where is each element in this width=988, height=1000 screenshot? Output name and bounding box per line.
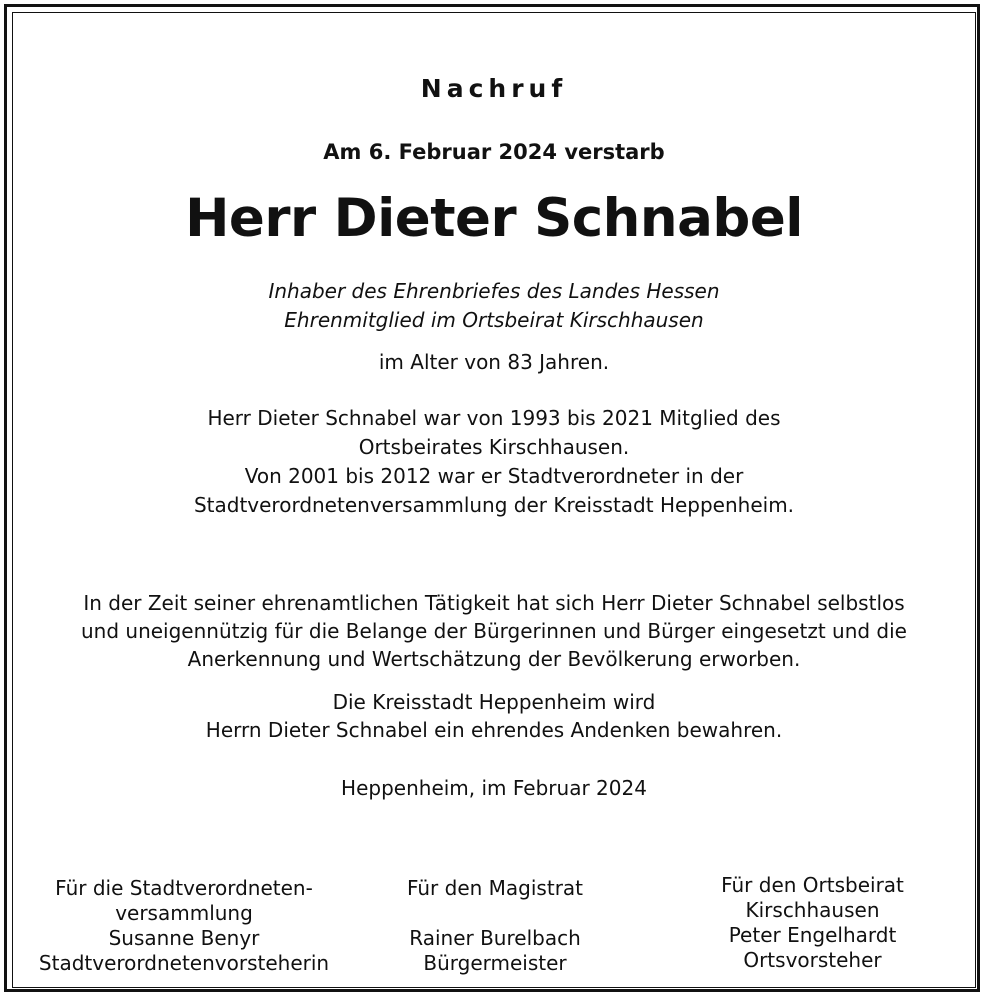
remembrance-line: Die Kreisstadt Heppenheim wird	[332, 690, 656, 714]
career-line: Von 2001 bis 2012 war er Stadtverordneter in der	[244, 464, 744, 488]
signature-role: Ortsvorsteher	[743, 948, 882, 972]
tribute-line: und uneigennützig für die Belange der Bürgerinnen und Bürger eingesetzt und die	[80, 619, 907, 643]
signature-block-council	[14, 876, 354, 976]
notice-title: Nachruf	[420, 74, 568, 103]
tribute-line: In der Zeit seiner ehrenamtlichen Tätigkeit hat sich Herr Dieter Schnabel selbstlos	[83, 591, 905, 615]
career-line: Stadtverordnetenversammlung der Kreisstadt Heppenheim.	[193, 493, 795, 517]
career-line: Herr Dieter Schnabel war von 1993 bis 2021 Mitglied des	[207, 406, 781, 430]
honor-line: Inhaber des Ehrenbriefes des Landes Hessen	[268, 279, 720, 303]
signature-body: versammlung	[115, 901, 253, 925]
signature-role: Bürgermeister	[423, 951, 567, 975]
death-date-line: Am 6. Februar 2024 verstarb	[323, 140, 665, 164]
signature-block-local-council	[650, 873, 975, 973]
age-line: im Alter von 83 Jahren.	[378, 350, 610, 374]
signature-block-magistrate	[370, 876, 620, 976]
signature-role: Stadtverordnetenvorsteherin	[38, 951, 330, 975]
signature-spacer	[370, 901, 620, 926]
signature-person: Rainer Burelbach	[409, 926, 581, 950]
honor-line: Ehrenmitglied im Ortsbeirat Kirschhausen	[284, 308, 704, 332]
signature-body: Für die Stadtverordneten-	[55, 876, 313, 900]
tribute-line: Anerkennung und Wertschätzung der Bevölkerung erworben.	[187, 647, 801, 671]
career-line: Ortsbeirates Kirschhausen.	[358, 435, 630, 459]
signature-body: Für den Magistrat	[406, 876, 584, 900]
signature-body: Für den Ortsbeirat	[721, 873, 904, 897]
remembrance-line: Herrn Dieter Schnabel ein ehrendes Andenken bewahren.	[205, 718, 783, 742]
signature-body: Kirschhausen	[745, 898, 880, 922]
place-date: Heppenheim, im Februar 2024	[341, 776, 647, 800]
signature-person: Susanne Benyr	[108, 926, 260, 950]
deceased-name: Herr Dieter Schnabel	[185, 188, 803, 249]
signature-person: Peter Engelhardt	[728, 923, 897, 947]
